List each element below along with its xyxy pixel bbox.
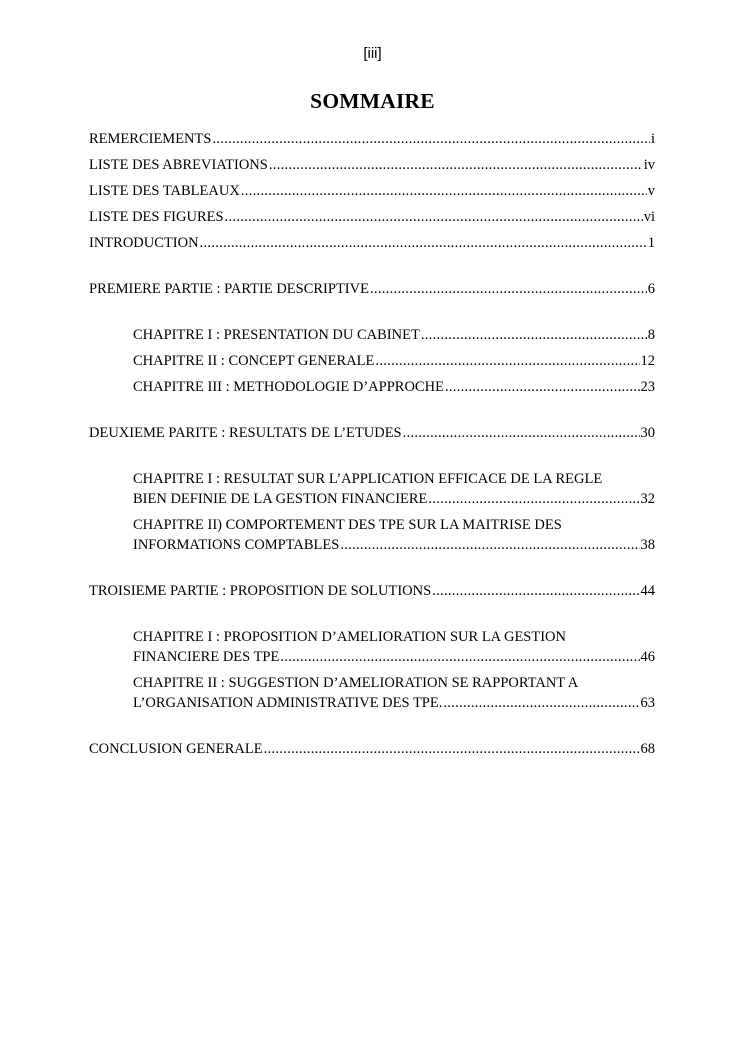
toc-entry-label: LISTE DES TABLEAUX (89, 183, 240, 199)
dot-leader (432, 581, 639, 601)
dot-leader (241, 181, 647, 201)
toc-entry-page: 30 (640, 425, 655, 441)
toc-entry-label: PREMIERE PARTIE : PARTIE DESCRIPTIVE (89, 281, 369, 297)
toc-entry-part-2-chapter-1[interactable] (133, 469, 655, 509)
toc-entry-conclusion[interactable] (89, 739, 655, 759)
toc-entry-part-1-chapter-1[interactable] (133, 325, 655, 345)
toc-entry-label: L’ORGANISATION ADMINISTRATIVE DES TPE. (133, 695, 443, 711)
toc-entry-label: CHAPITRE I : PRESENTATION DU CABINET (133, 327, 420, 343)
dot-leader (375, 351, 639, 371)
toc-entry-part-2-chapter-2[interactable] (133, 515, 655, 555)
toc-entry-label: CONCLUSION GENERALE (89, 741, 263, 757)
dot-leader (264, 739, 640, 759)
toc-entry-part-3-chapter-1[interactable] (133, 627, 655, 667)
toc-entry-page: 23 (640, 379, 655, 395)
toc-entry-page: 38 (640, 537, 655, 553)
toc-entry-part-1[interactable] (89, 279, 655, 299)
toc-entry-part-3-chapter-2[interactable] (133, 673, 655, 713)
toc-entry-part-1-chapter-3[interactable] (133, 377, 655, 397)
toc-entry-page: 32 (640, 491, 655, 507)
dot-leader (200, 233, 647, 253)
toc-entry-label: CHAPITRE II : CONCEPT GENERALE (133, 353, 375, 369)
toc-entry-page: vi (643, 209, 655, 225)
dot-leader (421, 325, 647, 345)
toc-entry-label: REMERCIEMENTS (89, 131, 212, 147)
toc-entry-remerciements[interactable] (89, 129, 655, 149)
toc-entry-page: i (650, 131, 655, 147)
toc-entry-page: v (647, 183, 655, 199)
toc-entry-page: iv (643, 157, 655, 173)
dot-leader (269, 155, 643, 175)
toc-entry-label-line-1: CHAPITRE II) COMPORTEMENT DES TPE SUR LA MAITRISE DES (133, 517, 562, 533)
dot-leader (225, 207, 643, 227)
toc-entry-label: LISTE DES FIGURES (89, 209, 224, 225)
table-of-contents (89, 129, 655, 759)
toc-entry-label: FINANCIERE DES TPE (133, 649, 280, 665)
toc-entry-part-2[interactable] (89, 423, 655, 443)
toc-entry-page: 46 (640, 649, 655, 665)
toc-entry-introduction[interactable] (89, 233, 655, 253)
dot-leader (443, 693, 639, 713)
toc-entry-page: 63 (640, 695, 655, 711)
dot-leader (370, 279, 647, 299)
dot-leader (212, 129, 650, 149)
toc-entry-part-1-chapter-2[interactable] (133, 351, 655, 371)
toc-entry-page: 1 (647, 235, 655, 251)
dot-leader (445, 377, 640, 397)
toc-entry-abreviations[interactable] (89, 155, 655, 175)
toc-entry-label-line-1: CHAPITRE I : PROPOSITION D’AMELIORATION SUR LA GESTION (133, 629, 566, 645)
toc-entry-page: 6 (647, 281, 655, 297)
toc-entry-label: BIEN DEFINIE DE LA GESTION FINANCIERE (133, 491, 428, 507)
page-number: [iii] (363, 45, 382, 62)
toc-entry-label: CHAPITRE III : METHODOLOGIE D’APPROCHE (133, 379, 444, 395)
toc-entry-label-line-1: CHAPITRE I : RESULTAT SUR L’APPLICATION EFFICACE DE LA REGLE (133, 471, 603, 487)
toc-entry-label: LISTE DES ABREVIATIONS (89, 157, 268, 173)
toc-entry-page: 68 (640, 741, 655, 757)
toc-entry-page: 12 (640, 353, 655, 369)
toc-entry-tableaux[interactable] (89, 181, 655, 201)
dot-leader (428, 489, 639, 509)
toc-entry-label: DEUXIEME PARITE : RESULTATS DE L’ETUDES (89, 425, 402, 441)
toc-entry-part-3[interactable] (89, 581, 655, 601)
toc-entry-label-line-1: CHAPITRE II : SUGGESTION D’AMELIORATION SE RAPPORTANT A (133, 675, 579, 691)
dot-leader (280, 647, 639, 667)
dot-leader (340, 535, 639, 555)
page-title: SOMMAIRE (310, 89, 435, 113)
toc-entry-page: 44 (640, 583, 655, 599)
toc-entry-label: TROISIEME PARTIE : PROPOSITION DE SOLUTIONS (89, 583, 432, 599)
toc-entry-page: 8 (647, 327, 655, 343)
toc-entry-label: INTRODUCTION (89, 235, 199, 251)
toc-entry-figures[interactable] (89, 207, 655, 227)
dot-leader (403, 423, 640, 443)
toc-entry-label: INFORMATIONS COMPTABLES (133, 537, 340, 553)
